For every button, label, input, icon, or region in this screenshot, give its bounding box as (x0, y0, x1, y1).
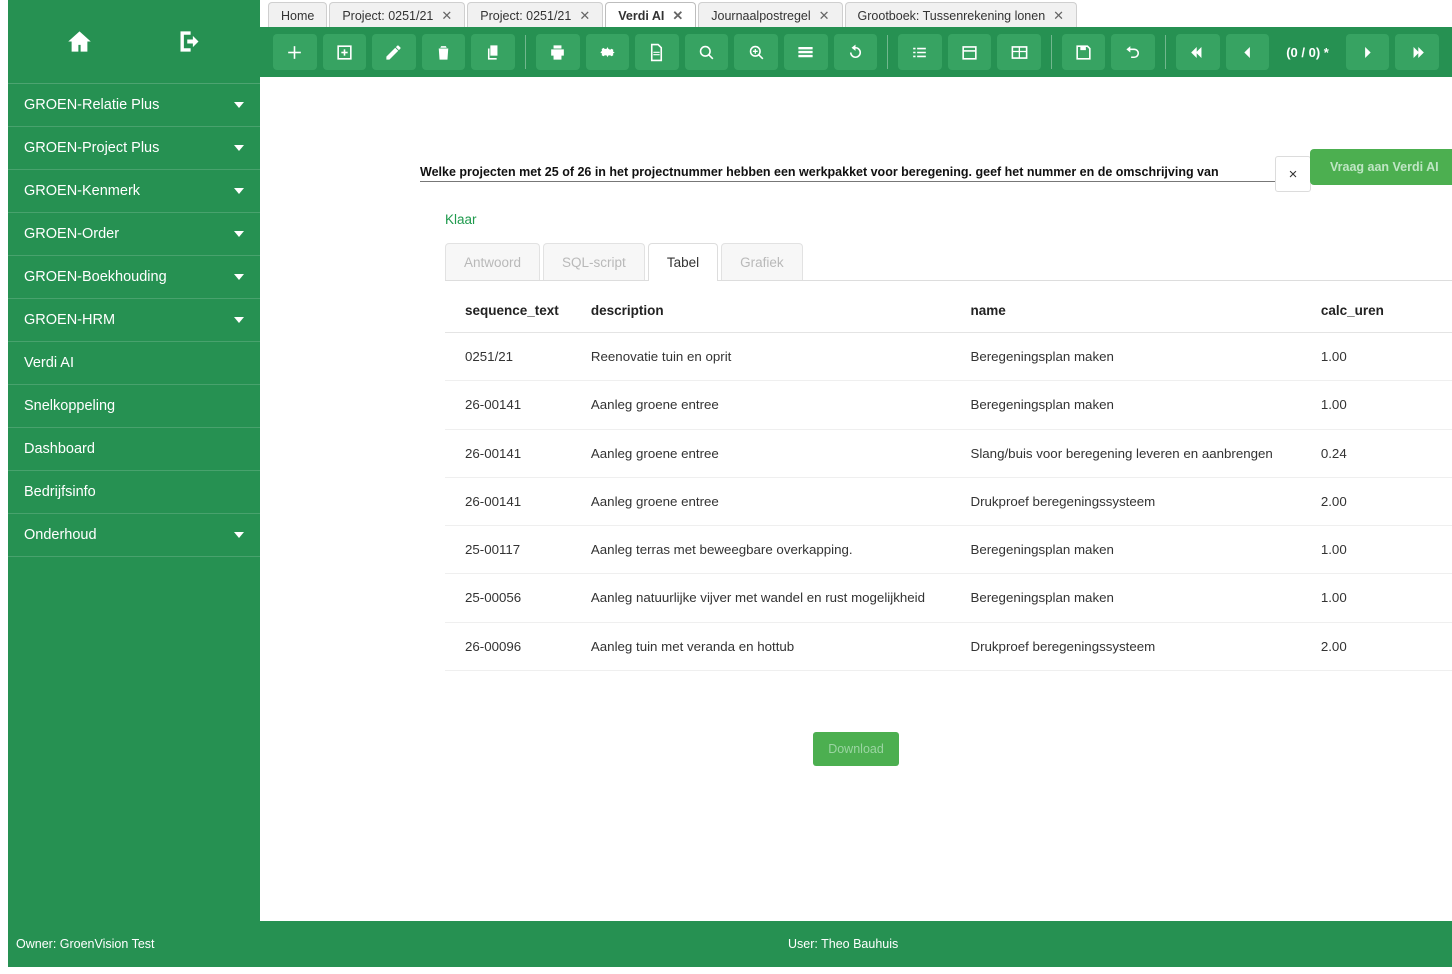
sidebar-item-label: GROEN-Boekhouding (24, 269, 167, 285)
tab-tabel[interactable] (648, 243, 718, 281)
tab-antwoord[interactable] (445, 243, 540, 280)
sidebar-item-label: GROEN-Order (24, 226, 120, 242)
chevron-down-icon (234, 102, 244, 108)
cell-description: Aanleg groene entree (585, 477, 965, 525)
toolbar-separator (525, 35, 526, 69)
tab-sql-script[interactable] (543, 243, 645, 280)
logout-icon[interactable] (170, 23, 208, 61)
sidebar-item-label: Snelkoppeling (24, 398, 116, 414)
sidebar-item-groen-relatie-plus[interactable] (8, 84, 260, 127)
table-icon[interactable] (997, 34, 1041, 70)
sidebar-item-onderhoud[interactable] (8, 514, 260, 557)
close-icon[interactable]: ✕ (818, 8, 830, 23)
column-header-description: description (585, 291, 965, 333)
result-tab-label: Antwoord (464, 254, 522, 270)
toolbar (260, 27, 1452, 77)
edit-icon[interactable] (372, 34, 416, 70)
sidebar-item-groen-hrm[interactable] (8, 299, 260, 342)
sidebar (8, 0, 260, 921)
sidebar-item-label: Onderhoud (24, 527, 97, 543)
cell-calc-uren: 2.00 (1315, 622, 1452, 670)
sidebar-item-label: GROEN-Kenmerk (24, 183, 141, 199)
cell-sequence-text: 25-00056 (445, 574, 585, 622)
tab-bar (260, 0, 1452, 28)
table-row[interactable] (445, 526, 1452, 574)
sidebar-item-label: GROEN-Project Plus (24, 140, 160, 156)
table-row[interactable] (445, 477, 1452, 525)
sidebar-item-bedrijfsinfo[interactable] (8, 471, 260, 514)
question-row (420, 160, 1452, 183)
sidebar-item-groen-order[interactable] (8, 213, 260, 256)
cell-sequence-text: 26-00141 (445, 477, 585, 525)
sidebar-item-label: Bedrijfsinfo (24, 484, 96, 500)
column-header-name: name (964, 291, 1314, 333)
tab-project-1[interactable] (329, 2, 465, 28)
sidebar-item-groen-kenmerk[interactable] (8, 170, 260, 213)
result-tab-bar (445, 241, 1452, 281)
sidebar-filler (8, 557, 260, 921)
chevron-down-icon (234, 532, 244, 538)
cell-calc-uren: 1.00 (1315, 574, 1452, 622)
sidebar-item-label: Verdi AI (24, 355, 74, 371)
refresh-icon[interactable] (834, 34, 878, 70)
cell-description: Aanleg groene entree (585, 429, 965, 477)
close-icon[interactable]: ✕ (672, 8, 684, 23)
tab-label: Project: 0251/21 (480, 8, 572, 23)
grid-icon[interactable] (784, 34, 828, 70)
close-icon[interactable]: ✕ (1053, 8, 1065, 23)
sidebar-item-verdi-ai[interactable] (8, 342, 260, 385)
cell-name: Beregeningsplan maken (964, 526, 1314, 574)
cell-calc-uren: 0.24 (1315, 429, 1452, 477)
result-tab-label: Grafiek (740, 254, 784, 270)
status-text: Klaar (445, 212, 477, 227)
tab-grafiek[interactable] (721, 243, 803, 280)
undo-icon[interactable] (1111, 34, 1155, 70)
close-icon[interactable]: ✕ (579, 8, 591, 23)
table-header-row (445, 291, 1452, 333)
cell-name: Beregeningsplan maken (964, 574, 1314, 622)
sidebar-item-label: Dashboard (24, 441, 95, 457)
cell-name: Beregeningsplan maken (964, 333, 1314, 381)
close-icon[interactable]: × (1275, 156, 1311, 192)
cell-calc-uren: 1.00 (1315, 381, 1452, 429)
user-label: User: Theo Bauhuis (788, 937, 899, 951)
tab-label: Journaalpostregel (711, 8, 811, 23)
search-icon[interactable] (685, 34, 729, 70)
table-row[interactable] (445, 333, 1452, 381)
close-icon[interactable]: ✕ (441, 8, 453, 23)
chevron-down-icon (234, 145, 244, 151)
record-counter: (0 / 0) * (1286, 44, 1329, 60)
chevron-down-icon (234, 231, 244, 237)
cell-name: Drukproef beregeningssysteem (964, 622, 1314, 670)
report-icon[interactable] (635, 34, 679, 70)
status-bar (8, 921, 1452, 967)
owner-label: Owner: GroenVision Test (16, 937, 155, 951)
first-page-icon[interactable] (1176, 34, 1220, 70)
add-box-icon[interactable] (323, 34, 367, 70)
cell-sequence-text: 0251/21 (445, 333, 585, 381)
calendar-icon[interactable] (948, 34, 992, 70)
results-table (445, 291, 1452, 671)
sidebar-header (8, 0, 260, 84)
cell-description: Aanleg terras met beweegbare overkapping. (585, 526, 965, 574)
sidebar-item-snelkoppeling[interactable] (8, 385, 260, 428)
table-header (445, 291, 1452, 333)
toolbar-separator (1051, 35, 1052, 69)
ask-verdi-ai-button[interactable]: Vraag aan Verdi AI (1310, 149, 1452, 185)
cell-description: Aanleg natuurlijke vijver met wandel en rust mogelijkheid (585, 574, 965, 622)
sidebar-item-groen-project-plus[interactable] (8, 127, 260, 170)
result-tab-label: SQL-script (562, 254, 626, 270)
save-icon[interactable] (1062, 34, 1106, 70)
zoom-search-icon[interactable] (734, 34, 778, 70)
window-left-edge (0, 0, 8, 974)
main-content (260, 77, 1452, 921)
toolbar-separator (1165, 35, 1166, 69)
chevron-down-icon (234, 317, 244, 323)
cell-description: Reenovatie tuin en oprit (585, 333, 965, 381)
copy-icon[interactable] (471, 34, 515, 70)
cell-sequence-text: 26-00141 (445, 429, 585, 477)
cell-description: Aanleg groene entree (585, 381, 965, 429)
tab-verdi-ai[interactable] (605, 2, 696, 28)
table-row[interactable] (445, 381, 1452, 429)
question-input[interactable]: Welke projecten met 25 of 26 in het projectnummer hebben een werkpakket voor beregening. geef het nummer en de omschrijving van (420, 165, 1452, 182)
next-page-icon[interactable] (1346, 34, 1390, 70)
cell-calc-uren: 2.00 (1315, 477, 1452, 525)
table-row[interactable] (445, 574, 1452, 622)
tab-home[interactable] (268, 2, 327, 28)
tab-project-2[interactable] (467, 2, 603, 28)
cell-name: Drukproef beregeningssysteem (964, 477, 1314, 525)
last-page-icon[interactable] (1395, 34, 1439, 70)
cell-name: Slang/buis voor beregening leveren en aanbrengen (964, 429, 1314, 477)
list-icon[interactable] (898, 34, 942, 70)
sidebar-item-groen-boekhouding[interactable] (8, 256, 260, 299)
chevron-down-icon (234, 274, 244, 280)
tab-label: Home (281, 8, 315, 23)
previous-page-icon[interactable] (1226, 34, 1270, 70)
tab-label: Project: 0251/21 (342, 8, 434, 23)
tab-label: Verdi AI (618, 8, 665, 23)
column-header-sequence-text: sequence_text (445, 291, 585, 333)
sidebar-item-label: GROEN-Relatie Plus (24, 97, 160, 113)
delete-icon[interactable] (422, 34, 466, 70)
cell-sequence-text: 26-00096 (445, 622, 585, 670)
toolbar-separator (887, 35, 888, 69)
download-button[interactable]: Download (813, 732, 899, 766)
add-icon[interactable] (273, 34, 317, 70)
sidebar-item-label: GROEN-HRM (24, 312, 116, 328)
window-bottom-edge (0, 967, 1452, 974)
chevron-down-icon (234, 188, 244, 194)
home-icon[interactable] (60, 23, 98, 61)
table-row[interactable] (445, 622, 1452, 670)
settings-icon[interactable] (586, 34, 630, 70)
tab-grootboek[interactable] (845, 2, 1078, 28)
cell-description: Aanleg tuin met veranda en hottub (585, 622, 965, 670)
column-header-calc-uren: calc_uren (1315, 291, 1452, 333)
tab-label: Grootboek: Tussenrekening lonen (857, 8, 1046, 23)
cell-calc-uren: 1.00 (1315, 526, 1452, 574)
result-tab-label: Tabel (666, 255, 700, 270)
table-row[interactable] (445, 429, 1452, 477)
cell-sequence-text: 26-00141 (445, 381, 585, 429)
cell-sequence-text: 25-00117 (445, 526, 585, 574)
sidebar-item-dashboard[interactable] (8, 428, 260, 471)
print-icon[interactable] (536, 34, 580, 70)
cell-calc-uren: 1.00 (1315, 333, 1452, 381)
tab-journaalpostregel[interactable] (698, 2, 842, 28)
cell-name: Beregeningsplan maken (964, 381, 1314, 429)
table-body (445, 333, 1452, 671)
